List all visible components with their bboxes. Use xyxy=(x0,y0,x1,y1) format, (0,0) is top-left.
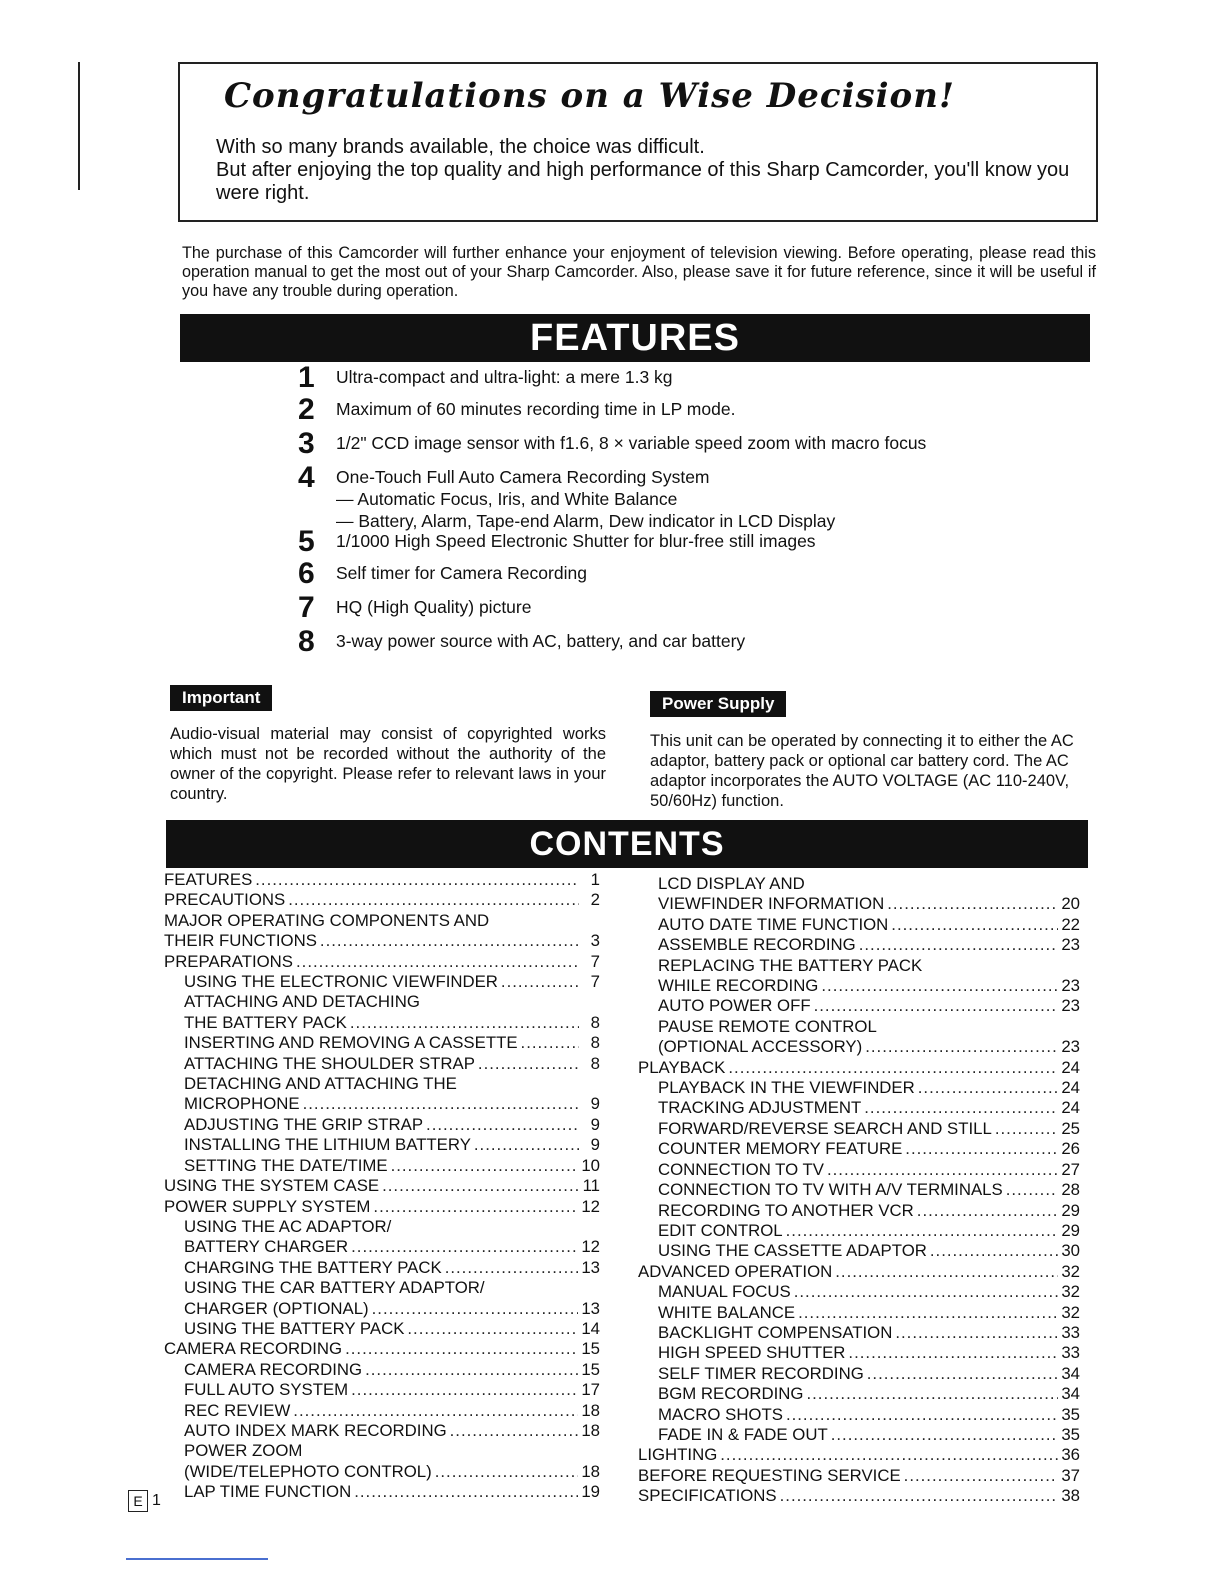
feature-text xyxy=(336,592,531,618)
contents-entry-title: BACKLIGHT COMPENSATION xyxy=(658,1322,893,1342)
dot-leader xyxy=(373,1197,578,1217)
dot-leader xyxy=(296,952,579,972)
contents-entry-title: (WIDE/TELEPHOTO CONTROL) xyxy=(184,1461,432,1481)
contents-entry-title: MAJOR OPERATING COMPONENTS AND xyxy=(164,910,490,930)
feature-text xyxy=(336,462,835,532)
contents-entry-page: 35 xyxy=(1061,1424,1080,1444)
dot-leader xyxy=(351,1237,578,1257)
contents-entry-page: 23 xyxy=(1061,996,1080,1016)
dot-leader xyxy=(728,1058,1058,1078)
contents-entry[interactable] xyxy=(164,911,600,931)
dot-leader xyxy=(372,1299,579,1319)
power-supply-text: This unit can be operated by connecting it to either the AC adaptor, battery pack or optional car battery cord. The AC adaptor incorporates the AUTO VOLTAGE (AC 110-240V, 50/60Hz) function. xyxy=(650,732,1074,810)
contents-entry-title: FADE IN & FADE OUT xyxy=(658,1424,828,1444)
contents-entry-page: 28 xyxy=(1061,1180,1080,1200)
contents-entry[interactable] xyxy=(164,1360,600,1380)
contents-entry-page: 24 xyxy=(1061,1098,1080,1118)
contents-entry-page: 27 xyxy=(1061,1159,1080,1179)
contents-entry-page: 37 xyxy=(1061,1465,1080,1485)
contents-entry[interactable] xyxy=(164,890,600,910)
contents-entry-page: 22 xyxy=(1061,914,1080,934)
dot-leader xyxy=(720,1445,1058,1465)
dot-leader xyxy=(895,1323,1058,1343)
contents-entry-page: 32 xyxy=(1061,1282,1080,1302)
contents-entry[interactable] xyxy=(638,894,1080,914)
contents-entry-title: FORWARD/REVERSE SEARCH AND STILL xyxy=(658,1118,992,1138)
contents-entry-page: 13 xyxy=(581,1298,600,1318)
contents-entry[interactable] xyxy=(164,1462,600,1482)
contents-entry[interactable] xyxy=(638,935,1080,955)
contents-entry-title: COUNTER MEMORY FEATURE xyxy=(658,1139,903,1159)
feature-number: 3 xyxy=(298,427,315,460)
congratulations-text xyxy=(216,136,1076,205)
contents-entry-page: 26 xyxy=(1061,1139,1080,1159)
dot-leader xyxy=(345,1339,578,1359)
contents-entry-page: 24 xyxy=(1061,1057,1080,1077)
footer-rule xyxy=(126,1558,268,1560)
contents-entry-title: CONNECTION TO TV xyxy=(658,1159,824,1179)
contents-entry[interactable] xyxy=(164,1156,600,1176)
contents-entry[interactable] xyxy=(638,1221,1080,1241)
contents-entry-title: ATTACHING THE SHOULDER STRAP xyxy=(184,1053,475,1073)
contents-entry-page: 15 xyxy=(581,1359,600,1379)
contents-entry-page: 12 xyxy=(581,1196,600,1216)
contents-entry-page: 18 xyxy=(581,1420,600,1440)
contents-entry[interactable] xyxy=(638,1201,1080,1221)
dot-leader xyxy=(501,972,579,992)
feature-text xyxy=(336,558,587,584)
contents-entry-title: PLAYBACK xyxy=(638,1057,726,1077)
important-text: Audio-visual material may consist of copyrighted works which must not be recorded without the authority of the owner of the copyright. Please refer to relevant laws in your country. xyxy=(170,725,606,803)
contents-entry-title: BEFORE REQUESTING SERVICE xyxy=(638,1465,901,1485)
contents-entry-page: 9 xyxy=(590,1114,600,1134)
dot-leader xyxy=(786,1405,1058,1425)
dot-leader xyxy=(995,1119,1058,1139)
contents-entry-title: BATTERY CHARGER xyxy=(184,1237,349,1257)
contents-entry-title: THEIR FUNCTIONS xyxy=(164,931,317,951)
contents-entry-page: 8 xyxy=(590,1012,600,1032)
contents-entry-page: 36 xyxy=(1061,1445,1080,1465)
dot-leader xyxy=(1006,1180,1059,1200)
contents-entry[interactable] xyxy=(638,1098,1080,1118)
contents-entry-title: USING THE ELECTRONIC VIEWFINDER xyxy=(184,972,498,992)
dot-leader xyxy=(835,1262,1058,1282)
contents-entry[interactable] xyxy=(638,874,1080,894)
dot-leader xyxy=(351,1380,578,1400)
contents-entry[interactable] xyxy=(638,1486,1080,1506)
contents-entry[interactable] xyxy=(638,1466,1080,1486)
feature-number: 1 xyxy=(298,361,315,394)
contents-entry-page: 23 xyxy=(1061,935,1080,955)
contents-entry-page: 20 xyxy=(1061,894,1080,914)
contents-entry-page: 18 xyxy=(581,1400,600,1420)
dot-leader xyxy=(780,1486,1059,1506)
dot-leader xyxy=(904,1466,1059,1486)
dot-leader xyxy=(821,976,1058,996)
contents-entry-page: 30 xyxy=(1061,1241,1080,1261)
dot-leader xyxy=(806,1384,1058,1404)
feature-line: 3-way power source with AC, battery, and car battery xyxy=(336,631,746,651)
contents-entry-title: WHITE BALANCE xyxy=(658,1302,796,1322)
dot-leader xyxy=(303,1094,579,1114)
contents-entry-page: 10 xyxy=(581,1155,600,1175)
feature-line: Ultra-compact and ultra-light: a mere 1.3 kg xyxy=(336,367,673,387)
contents-entry-page: 29 xyxy=(1061,1200,1080,1220)
contents-entry-title: SELF TIMER RECORDING xyxy=(658,1363,864,1383)
contents-entry-title: VIEWFINDER INFORMATION xyxy=(658,894,885,914)
dot-leader xyxy=(382,1176,579,1196)
dot-leader xyxy=(859,935,1059,955)
feature-text xyxy=(336,626,745,652)
contents-entry-page: 9 xyxy=(590,1094,600,1114)
feature-item xyxy=(298,558,587,590)
contents-entry[interactable] xyxy=(638,1078,1080,1098)
contents-entry-page: 17 xyxy=(581,1380,600,1400)
contents-entry-title: INSERTING AND REMOVING A CASSETTE xyxy=(184,1033,518,1053)
contents-entry-title: ADJUSTING THE GRIP STRAP xyxy=(184,1114,424,1134)
contents-entry-page: 18 xyxy=(581,1461,600,1481)
contents-entry-page: 1 xyxy=(590,870,600,889)
dot-leader xyxy=(288,890,579,910)
contents-entry-page: 25 xyxy=(1061,1118,1080,1138)
dot-leader xyxy=(320,931,579,951)
contents-entry-title: PAUSE REMOTE CONTROL xyxy=(658,1016,877,1036)
feature-item xyxy=(298,428,926,460)
contents-entry[interactable] xyxy=(638,996,1080,1016)
contents-entry-page: 3 xyxy=(590,931,600,951)
dot-leader xyxy=(887,894,1058,914)
contents-entry-page: 34 xyxy=(1061,1384,1080,1404)
contents-entry[interactable] xyxy=(164,972,600,992)
contents-entry[interactable] xyxy=(164,1094,600,1114)
contents-entry[interactable] xyxy=(638,1405,1080,1425)
contents-entry-title: USING THE SYSTEM CASE xyxy=(164,1176,380,1196)
dot-leader xyxy=(831,1425,1059,1445)
intro-paragraph: The purchase of this Camcorder will further enhance your enjoyment of television viewing. Before operating, please read this operation manual to get the most out of your Sharp Camcorder. Also, please save it for future reference, since it will be useful if you have any trouble during operation. xyxy=(182,244,1096,300)
contents-entry-title: FULL AUTO SYSTEM xyxy=(184,1380,349,1400)
feature-item xyxy=(298,592,531,624)
feature-number: 4 xyxy=(298,461,315,494)
feature-number: 5 xyxy=(298,525,315,558)
power-supply-label: Power Supply xyxy=(650,691,786,717)
contents-entry[interactable] xyxy=(164,1176,600,1196)
contents-entry-title: CHARGING THE BATTERY PACK xyxy=(184,1257,442,1277)
contents-entry[interactable] xyxy=(638,1303,1080,1323)
contents-entry[interactable] xyxy=(638,1262,1080,1282)
contents-entry[interactable] xyxy=(638,956,1080,976)
dot-leader xyxy=(848,1343,1058,1363)
contents-entry-title: SETTING THE DATE/TIME xyxy=(184,1155,388,1175)
feature-text xyxy=(336,526,816,552)
feature-item xyxy=(298,394,735,426)
contents-entry-title: ASSEMBLE RECORDING xyxy=(658,935,856,955)
contents-entry-title: AUTO DATE TIME FUNCTION xyxy=(658,914,889,934)
contents-entry-page: 11 xyxy=(582,1176,600,1196)
contents-entry-page: 2 xyxy=(590,890,600,910)
contents-entry[interactable] xyxy=(638,1425,1080,1445)
contents-entry-title: LCD DISPLAY AND xyxy=(658,874,805,893)
contents-entry-title: USING THE BATTERY PACK xyxy=(184,1318,405,1338)
feature-line: — Automatic Focus, Iris, and White Balance xyxy=(336,489,678,509)
contents-entry-title: MANUAL FOCUS xyxy=(658,1282,791,1302)
contents-entry-title: REC REVIEW xyxy=(184,1400,291,1420)
contents-entry-page: 12 xyxy=(581,1237,600,1257)
feature-line: HQ (High Quality) picture xyxy=(336,597,532,617)
contents-entry[interactable] xyxy=(164,1217,600,1237)
contents-entry[interactable] xyxy=(164,1033,600,1053)
congratulations-box xyxy=(178,62,1098,222)
contents-entry[interactable] xyxy=(164,1074,600,1094)
contents-entry-page: 33 xyxy=(1061,1343,1080,1363)
feature-item xyxy=(298,626,745,658)
contents-entry-title: CAMERA RECORDING xyxy=(164,1339,343,1359)
dot-leader xyxy=(426,1115,579,1135)
contents-entry[interactable] xyxy=(164,1339,600,1359)
contents-entry[interactable] xyxy=(164,1299,600,1319)
contents-entry[interactable] xyxy=(638,1343,1080,1363)
contents-entry-page: 9 xyxy=(590,1135,600,1155)
congratulations-line-1: With so many brands available, the choice was difficult. xyxy=(216,136,705,158)
dot-leader xyxy=(521,1033,579,1053)
contents-entry-title: BGM RECORDING xyxy=(658,1384,804,1404)
contents-entry[interactable] xyxy=(164,1278,600,1298)
dot-leader xyxy=(794,1282,1059,1302)
contents-entry[interactable] xyxy=(164,870,600,890)
contents-entry-title: USING THE CAR BATTERY ADAPTOR/ xyxy=(184,1278,485,1298)
congratulations-line-2: But after enjoying the top quality and high performance of this Sharp Camcorder, you'll know you were right. xyxy=(216,159,1070,204)
contents-entry-title: (OPTIONAL ACCESSORY) xyxy=(658,1037,863,1057)
contents-entry-title: INSTALLING THE LITHIUM BATTERY xyxy=(184,1135,471,1155)
contents-entry[interactable] xyxy=(638,1017,1080,1037)
dot-leader xyxy=(814,996,1059,1016)
contents-entry-title: MICROPHONE xyxy=(184,1094,300,1114)
dot-leader xyxy=(798,1303,1058,1323)
contents-entry[interactable] xyxy=(164,931,600,951)
contents-entry-title: THE BATTERY PACK xyxy=(184,1012,347,1032)
contents-entry-title: FEATURES xyxy=(164,870,253,889)
dot-leader xyxy=(255,870,579,890)
contents-entry[interactable] xyxy=(164,1135,600,1155)
contents-entry[interactable] xyxy=(638,1282,1080,1302)
contents-entry[interactable] xyxy=(638,915,1080,935)
contents-entry-title: CONNECTION TO TV WITH A/V TERMINALS xyxy=(658,1180,1003,1200)
feature-text xyxy=(336,394,735,420)
dot-leader xyxy=(350,1013,579,1033)
contents-entry-title: ADVANCED OPERATION xyxy=(638,1261,833,1281)
contents-entry-title: CAMERA RECORDING xyxy=(184,1359,363,1379)
contents-entry[interactable] xyxy=(638,976,1080,996)
contents-entry-page: 13 xyxy=(581,1257,600,1277)
contents-entry-title: EDIT CONTROL xyxy=(658,1220,783,1240)
contents-entry[interactable] xyxy=(164,1237,600,1257)
contents-entry-title: USING THE AC ADAPTOR/ xyxy=(184,1216,392,1236)
contents-entry-title: PRECAUTIONS xyxy=(164,890,286,910)
contents-entry-page: 23 xyxy=(1061,976,1080,996)
dot-leader xyxy=(930,1241,1058,1261)
feature-line: Self timer for Camera Recording xyxy=(336,563,587,583)
important-label: Important xyxy=(170,685,272,711)
contents-entry[interactable] xyxy=(638,1037,1080,1057)
contents-entry-page: 15 xyxy=(581,1339,600,1359)
dot-leader xyxy=(867,1364,1059,1384)
contents-entry-title: LAP TIME FUNCTION xyxy=(184,1482,352,1502)
contents-entry-page: 29 xyxy=(1061,1220,1080,1240)
contents-entry-title: DETACHING AND ATTACHING THE xyxy=(184,1074,457,1094)
contents-entry-page: 38 xyxy=(1061,1486,1080,1506)
dot-leader xyxy=(354,1482,578,1502)
congratulations-title: Congratulations on a Wise Decision! xyxy=(224,76,955,116)
contents-entry[interactable] xyxy=(638,1241,1080,1261)
contents-entry-title: PLAYBACK IN THE VIEWFINDER xyxy=(658,1078,915,1098)
contents-entry-title: CHARGER (OPTIONAL) xyxy=(184,1298,369,1318)
contents-entry[interactable] xyxy=(164,1054,600,1074)
feature-number: 8 xyxy=(298,625,315,658)
feature-line: Maximum of 60 minutes recording time in LP mode. xyxy=(336,399,736,419)
feature-text xyxy=(336,428,926,454)
contents-entry-page: 32 xyxy=(1061,1261,1080,1281)
contents-entry-page: 14 xyxy=(581,1318,600,1338)
contents-entry-title: REPLACING THE BATTERY PACK xyxy=(658,955,923,975)
contents-entry-title: AUTO INDEX MARK RECORDING xyxy=(184,1420,447,1440)
margin-rule xyxy=(78,62,80,190)
contents-entry-page: 34 xyxy=(1061,1363,1080,1383)
contents-heading: CONTENTS xyxy=(166,820,1088,868)
contents-entry[interactable] xyxy=(164,1319,600,1339)
contents-entry-title: TRACKING ADJUSTMENT xyxy=(658,1098,862,1118)
contents-entry-title: ATTACHING AND DETACHING xyxy=(184,992,420,1012)
contents-entry[interactable] xyxy=(638,1364,1080,1384)
contents-entry-title: HIGH SPEED SHUTTER xyxy=(658,1343,846,1363)
contents-entry[interactable] xyxy=(638,1058,1080,1078)
dot-leader xyxy=(474,1135,579,1155)
dot-leader xyxy=(365,1360,578,1380)
contents-entry[interactable] xyxy=(638,1160,1080,1180)
dot-leader xyxy=(786,1221,1059,1241)
contents-entry-title: POWER ZOOM xyxy=(184,1441,303,1461)
feature-line: 1/1000 High Speed Electronic Shutter for blur-free still images xyxy=(336,531,816,551)
feature-number: 7 xyxy=(298,591,315,624)
contents-entry-title: SPECIFICATIONS xyxy=(638,1486,777,1506)
contents-entry-page: 24 xyxy=(1061,1078,1080,1098)
contents-entry-page: 19 xyxy=(581,1482,600,1502)
contents-entry[interactable] xyxy=(164,1197,600,1217)
dot-leader xyxy=(917,1201,1059,1221)
dot-leader xyxy=(865,1037,1058,1057)
contents-entry[interactable] xyxy=(638,1445,1080,1465)
contents-entry-title: USING THE CASSETTE ADAPTOR xyxy=(658,1241,927,1261)
contents-entry-page: 7 xyxy=(590,972,600,992)
contents-entry-title: MACRO SHOTS xyxy=(658,1404,783,1424)
contents-entry-title: AUTO POWER OFF xyxy=(658,996,811,1016)
language-code: E xyxy=(128,1490,148,1512)
contents-entry[interactable] xyxy=(164,1013,600,1033)
dot-leader xyxy=(391,1156,579,1176)
contents-entry[interactable] xyxy=(164,992,600,1012)
feature-item xyxy=(298,526,816,558)
feature-number: 6 xyxy=(298,557,315,590)
dot-leader xyxy=(450,1421,579,1441)
contents-entry-title: RECORDING TO ANOTHER VCR xyxy=(658,1200,914,1220)
contents-entry-title: LIGHTING xyxy=(638,1445,718,1465)
feature-line: 1/2" CCD image sensor with f1.6, 8 × variable speed zoom with macro focus xyxy=(336,433,927,453)
contents-entry[interactable] xyxy=(638,1384,1080,1404)
contents-entry[interactable] xyxy=(164,1441,600,1461)
contents-entry-title: POWER SUPPLY SYSTEM xyxy=(164,1196,371,1216)
contents-entry-title: PREPARATIONS xyxy=(164,951,293,971)
contents-entry[interactable] xyxy=(164,1380,600,1400)
dot-leader xyxy=(435,1462,579,1482)
contents-entry-page: 35 xyxy=(1061,1404,1080,1424)
contents-entry[interactable] xyxy=(638,1139,1080,1159)
contents-entry-page: 23 xyxy=(1061,1037,1080,1057)
contents-entry-page: 32 xyxy=(1061,1302,1080,1322)
contents-entry[interactable] xyxy=(164,1421,600,1441)
dot-leader xyxy=(918,1078,1059,1098)
feature-item xyxy=(298,462,835,532)
contents-entry[interactable] xyxy=(638,1119,1080,1139)
contents-entry[interactable] xyxy=(164,1401,600,1421)
feature-line: One-Touch Full Auto Camera Recording System xyxy=(336,467,710,487)
dot-leader xyxy=(445,1258,579,1278)
contents-left-column xyxy=(164,870,600,1503)
page-number: 1 xyxy=(152,1492,161,1509)
contents-entry[interactable] xyxy=(164,1258,600,1278)
contents-entry-page: 8 xyxy=(590,1033,600,1053)
dot-leader xyxy=(891,915,1058,935)
contents-entry-page: 7 xyxy=(590,951,600,971)
dot-leader xyxy=(905,1139,1058,1159)
feature-number: 2 xyxy=(298,393,315,426)
dot-leader xyxy=(864,1098,1058,1118)
contents-entry[interactable] xyxy=(638,1323,1080,1343)
dot-leader xyxy=(407,1319,578,1339)
features-heading: FEATURES xyxy=(180,314,1090,362)
dot-leader xyxy=(827,1160,1058,1180)
contents-entry[interactable] xyxy=(638,1180,1080,1200)
contents-entry[interactable] xyxy=(164,952,600,972)
contents-entry[interactable] xyxy=(164,1115,600,1135)
page-marker xyxy=(128,1490,161,1512)
dot-leader xyxy=(478,1054,579,1074)
contents-entry[interactable] xyxy=(164,1482,600,1502)
contents-entry-title: WHILE RECORDING xyxy=(658,976,819,996)
feature-line: — Battery, Alarm, Tape-end Alarm, Dew indicator in LCD Display xyxy=(336,511,836,531)
contents-entry-page: 33 xyxy=(1061,1322,1080,1342)
dot-leader xyxy=(293,1401,578,1421)
feature-item xyxy=(298,362,673,394)
contents-right-column xyxy=(638,874,1080,1507)
feature-text xyxy=(336,362,673,388)
contents-entry-page: 8 xyxy=(590,1053,600,1073)
